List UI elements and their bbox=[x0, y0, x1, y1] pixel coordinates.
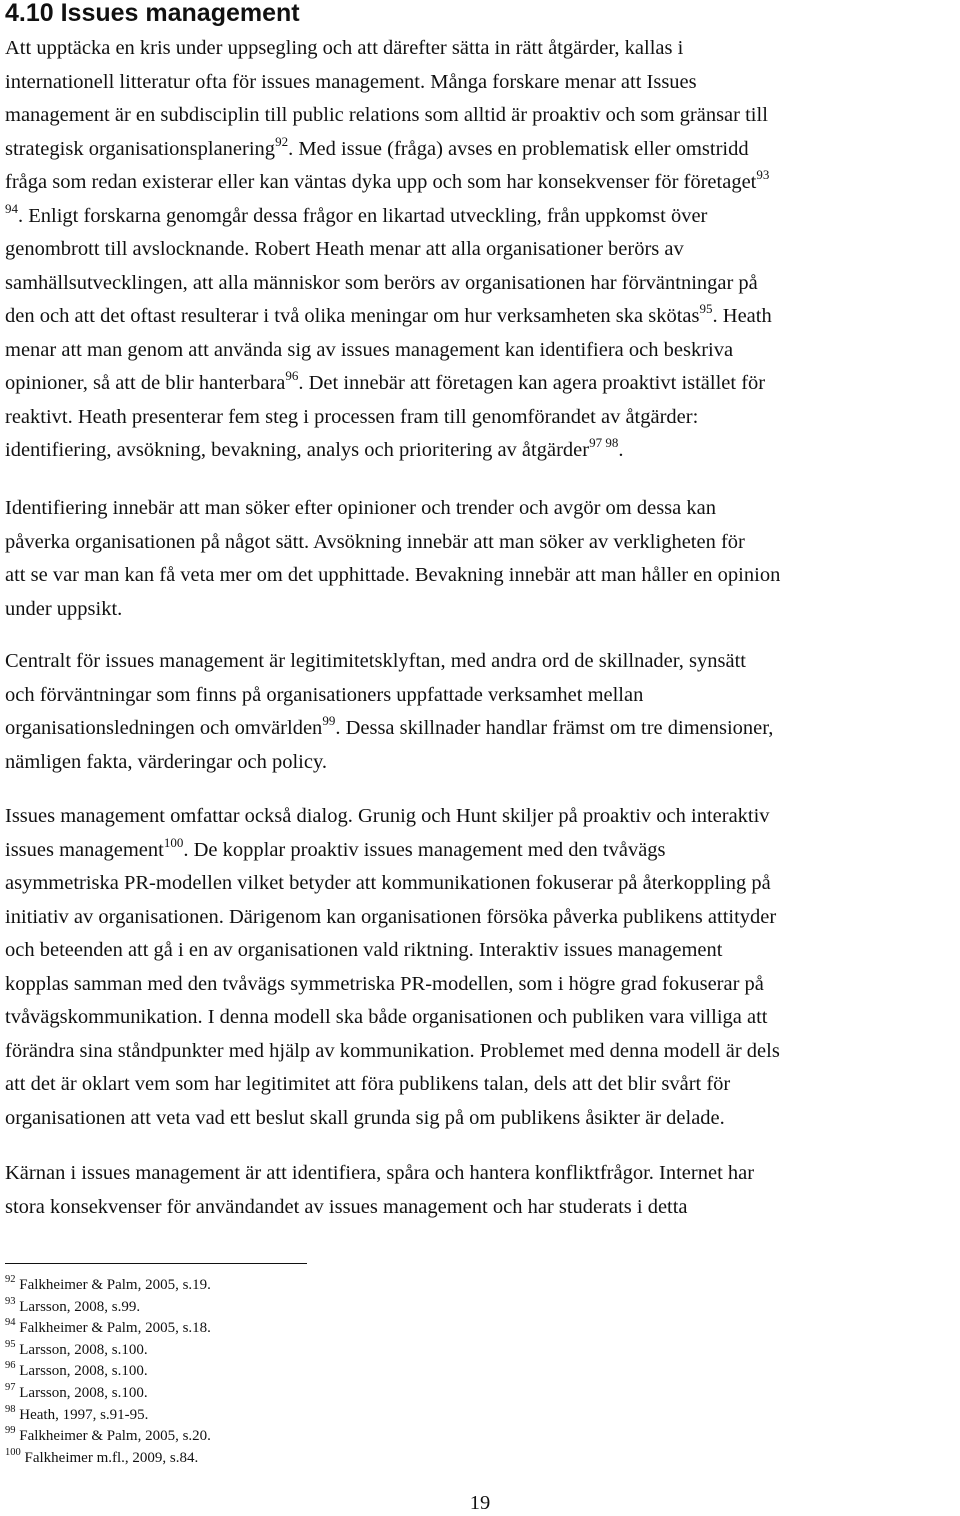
footnote bbox=[5, 1297, 211, 1319]
line-text: att det är oklart vem som har legitimitet att föra publikens talan, dels att det blir svårt för bbox=[5, 1073, 731, 1095]
line-text: under uppsikt. bbox=[5, 597, 123, 620]
footnote-number: 100 bbox=[5, 1446, 21, 1458]
line-text: strategisk organisationsplanering bbox=[5, 137, 276, 160]
line-text: den och att det oftast resulterar i två olika meningar om hur verksamheten ska skötas bbox=[5, 305, 700, 327]
text-line bbox=[5, 901, 957, 935]
footnote-separator bbox=[5, 1263, 307, 1264]
footnote-number: 93 bbox=[5, 1295, 16, 1307]
line-text: stora konsekvenser för användandet av issues management och har studerats i detta bbox=[5, 1195, 688, 1218]
footnote-number: 99 bbox=[5, 1425, 16, 1437]
line-text: internationell litteratur ofta för issues management. Många forskare menar att Issues bbox=[5, 70, 697, 93]
line-text: tvåvägskommunikation. I denna modell ska både organisationen och publiken vara villiga att bbox=[5, 1006, 768, 1028]
line-text: issues management bbox=[5, 838, 164, 861]
footnote bbox=[5, 1448, 211, 1470]
footnote-number: 98 bbox=[5, 1403, 16, 1415]
text-line bbox=[5, 1068, 957, 1102]
footnote-reference: 96 bbox=[285, 368, 299, 383]
line-text: samhällsutvecklingen, att alla människor som berörs av organisationen har förväntningar på bbox=[5, 271, 758, 294]
text-line bbox=[5, 526, 957, 560]
line-text: Centralt för issues management är legitimitetsklyftan, med andra ord de skillnader, synsätt bbox=[5, 650, 746, 672]
line-text: opinioner, så att de blir hanterbara bbox=[5, 372, 286, 394]
line-text: Issues management omfattar också dialog. Grunig och Hunt skiljer på proaktiv och interaktiv bbox=[5, 805, 770, 827]
line-text: Kärnan i issues management är att identifiera, spåra och hantera konfliktfrågor. Internet har bbox=[5, 1162, 755, 1184]
footnote bbox=[5, 1383, 211, 1405]
footnote-reference: 92 bbox=[275, 133, 289, 149]
line-text: menar att man genom att använda sig av issues management kan identifiera och beskriva bbox=[5, 338, 734, 361]
text-line bbox=[5, 968, 957, 1002]
text-line bbox=[5, 800, 957, 834]
line-text: organisationen att veta vad ett beslut skall grunda sig på om publikens åsikter är delade. bbox=[5, 1106, 725, 1129]
text-line bbox=[5, 233, 957, 267]
line-text: kopplas samman med den tvåvägs symmetriska PR-modellen, som i högre grad fokuserar på bbox=[5, 972, 764, 995]
line-text: och beteenden att gå i en av organisationen vald riktning. Interaktiv issues management bbox=[5, 939, 723, 961]
footnote bbox=[5, 1405, 211, 1427]
body-paragraph bbox=[5, 32, 957, 468]
line-text: genombrott till avslocknande. Robert Heath menar att alla organisationer berörs av bbox=[5, 238, 684, 260]
footnote-text: Larsson, 2008, s.100. bbox=[19, 1341, 148, 1358]
text-line bbox=[5, 834, 957, 868]
footnote-reference: 94 bbox=[5, 200, 18, 216]
body-paragraph bbox=[5, 1157, 957, 1224]
text-line bbox=[5, 99, 957, 133]
line-text: identifiering, avsökning, bevakning, analys och prioritering av åtgärder bbox=[5, 439, 590, 461]
footnotes bbox=[5, 1275, 211, 1469]
text-line bbox=[5, 867, 957, 901]
text-line bbox=[5, 401, 957, 435]
line-text-continuation: . Det innebär att företagen kan agera proaktivt istället för bbox=[298, 372, 766, 394]
footnote-reference: 97 98 bbox=[589, 435, 619, 450]
footnote bbox=[5, 1340, 211, 1362]
line-text: Identifiering innebär att man söker efter opinioner och trender och avgör om dessa kan bbox=[5, 497, 716, 519]
text-line bbox=[5, 1001, 957, 1035]
line-text: Att upptäcka en kris under uppsegling och att därefter sätta in rätt åtgärder, kallas i bbox=[5, 37, 684, 59]
footnote bbox=[5, 1275, 211, 1297]
footnote bbox=[5, 1426, 211, 1448]
text-line bbox=[5, 367, 957, 401]
footnote-text: Larsson, 2008, s.100. bbox=[19, 1384, 148, 1401]
text-line bbox=[5, 200, 957, 234]
line-text: fråga som redan existerar eller kan väntas dyka upp och som har konsekvenser för företaget bbox=[5, 171, 757, 193]
text-line bbox=[5, 300, 957, 334]
footnote bbox=[5, 1318, 211, 1340]
text-line bbox=[5, 334, 957, 368]
line-text: management är en subdisciplin till public relations som alltid är proaktiv och som gränsar till bbox=[5, 104, 768, 126]
text-line bbox=[5, 133, 957, 167]
footnote-number: 95 bbox=[5, 1338, 16, 1350]
text-line bbox=[5, 492, 957, 526]
text-line bbox=[5, 746, 957, 780]
footnote-reference: 100 bbox=[163, 834, 184, 850]
line-text: nämligen fakta, värderingar och policy. bbox=[5, 750, 327, 773]
body-paragraph bbox=[5, 645, 957, 779]
line-text: att se var man kan få veta mer om det upphittade. Bevakning innebär att man håller en opinion bbox=[5, 564, 781, 586]
text-line bbox=[5, 267, 957, 301]
line-text: organisationsledningen och omvärlden bbox=[5, 717, 323, 739]
footnote-number: 96 bbox=[5, 1360, 16, 1372]
line-text: reaktivt. Heath presenterar fem steg i processen fram till genomförandet av åtgärder: bbox=[5, 405, 699, 428]
text-line bbox=[5, 1157, 957, 1191]
line-text-continuation: . Med issue (fråga) avses en problematisk eller omstridd bbox=[288, 137, 749, 160]
text-line bbox=[5, 593, 957, 627]
line-text: påverka organisationen på något sätt. Avsökning innebär att man söker av verkligheten för bbox=[5, 530, 745, 553]
text-line bbox=[5, 434, 957, 468]
line-text: förändra sina ståndpunkter med hjälp av kommunikation. Problemet med denna modell är dels bbox=[5, 1039, 780, 1062]
footnote-number: 97 bbox=[5, 1381, 16, 1393]
text-line bbox=[5, 559, 957, 593]
footnote-text: Falkheimer & Palm, 2005, s.20. bbox=[19, 1428, 211, 1445]
line-text-continuation: . Enligt forskarna genomgår dessa frågor en likartad utveckling, från uppkomst över bbox=[18, 204, 708, 227]
footnote-text: Falkheimer & Palm, 2005, s.19. bbox=[19, 1277, 211, 1293]
body-paragraph bbox=[5, 800, 957, 1135]
body-paragraph bbox=[5, 492, 957, 626]
text-line bbox=[5, 1035, 957, 1069]
footnote-text: Larsson, 2008, s.100. bbox=[19, 1363, 148, 1380]
text-line bbox=[5, 712, 957, 746]
footnote-reference: 99 bbox=[322, 713, 336, 728]
text-line bbox=[5, 1102, 957, 1136]
text-line bbox=[5, 934, 957, 968]
footnote bbox=[5, 1361, 211, 1383]
footnote-number: 92 bbox=[5, 1274, 16, 1285]
line-text-continuation: . Heath bbox=[712, 305, 772, 327]
text-line bbox=[5, 645, 957, 679]
page-number: 19 bbox=[469, 1492, 491, 1514]
text-line bbox=[5, 679, 957, 713]
footnote-number: 94 bbox=[5, 1317, 16, 1329]
line-text-continuation: . bbox=[618, 439, 624, 461]
footnote-text: Falkheimer & Palm, 2005, s.18. bbox=[19, 1320, 211, 1337]
line-text: asymmetriska PR-modellen vilket betyder att kommunikationen fokuserar på återkoppling på bbox=[5, 872, 771, 894]
footnote-reference: 93 bbox=[756, 167, 770, 182]
section-heading: 4.10 Issues management bbox=[5, 0, 300, 27]
footnote-text: Falkheimer m.fl., 2009, s.84. bbox=[24, 1449, 199, 1466]
line-text-continuation: . Dessa skillnader handlar främst om tre dimensioner, bbox=[335, 717, 774, 739]
line-text-continuation: . De kopplar proaktiv issues management med den tvåvägs bbox=[183, 838, 666, 861]
footnote-text: Heath, 1997, s.91-95. bbox=[19, 1406, 149, 1423]
line-text: initiativ av organisationen. Därigenom kan organisationen försöka påverka publikens attityder bbox=[5, 905, 777, 928]
text-line bbox=[5, 1191, 957, 1225]
line-text: och förväntningar som finns på organisationers uppfattade verksamhet mellan bbox=[5, 683, 644, 706]
text-line bbox=[5, 166, 957, 200]
footnote-text: Larsson, 2008, s.99. bbox=[19, 1298, 141, 1315]
text-line bbox=[5, 32, 957, 66]
text-line bbox=[5, 66, 957, 100]
footnote-reference: 95 bbox=[699, 301, 713, 316]
